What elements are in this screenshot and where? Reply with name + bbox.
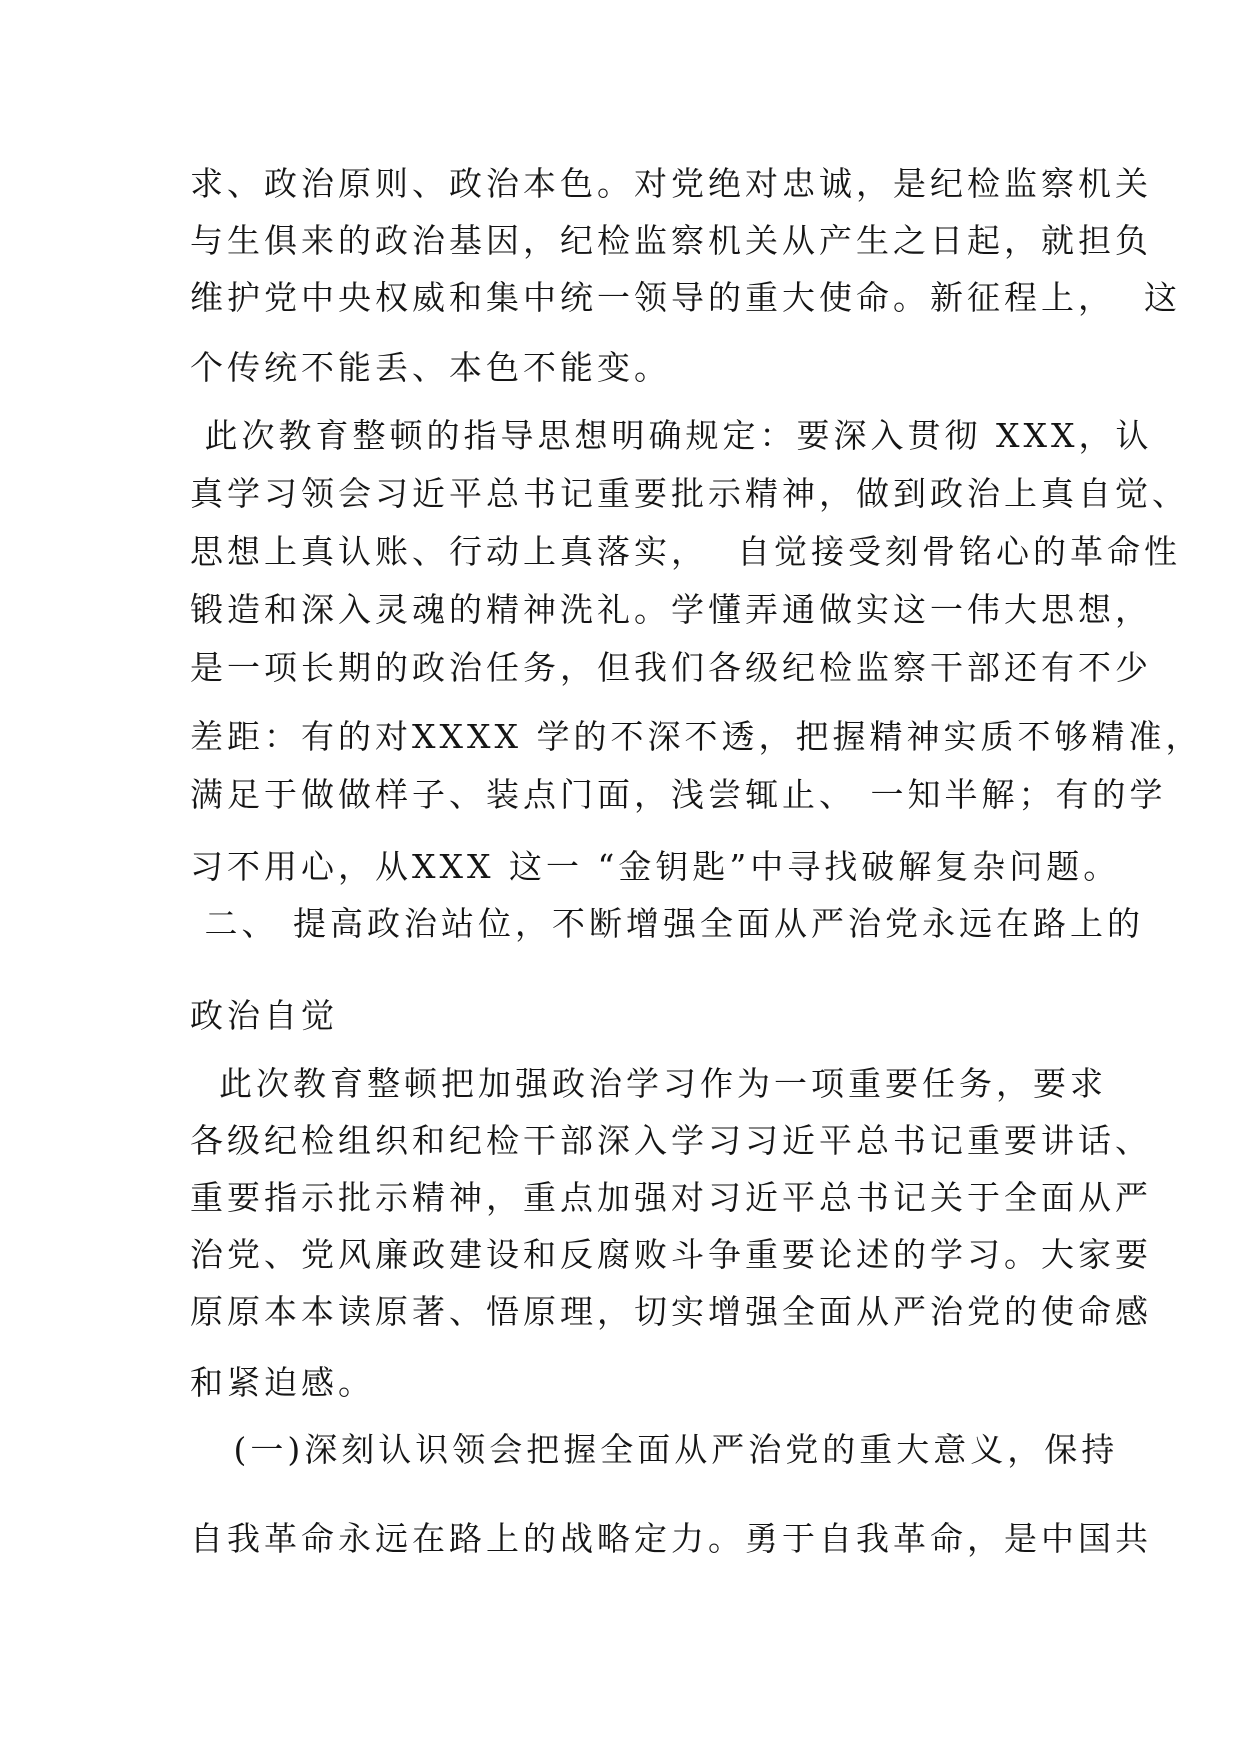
text-line: 求、政治原则、政治本色。对党绝对忠诚，是纪检监察机关 (190, 164, 1152, 203)
text-line: 原原本本读原著、悟原理，切实增强全面从严治党的使命感 (190, 1292, 1152, 1331)
text-line: 满足于做做样子、装点门面，浅尝辄止、 一知半解；有的学 (190, 775, 1167, 814)
text-line: 锻造和深入灵魂的精神洗礼。学懂弄通做实这一伟大思想， (190, 590, 1152, 629)
text-line: 个传统不能丢、本色不能变。 (190, 348, 671, 387)
text-line: 差距：有的对XXXX 学的不深不透，把握精神实质不够精准， (190, 717, 1203, 756)
text-line: 真学习领会习近平总书记重要批示精神，做到政治上真自觉、 (190, 474, 1189, 513)
text-line: 自我革命永远在路上的战略定力。勇于自我革命，是中国共 (190, 1519, 1152, 1558)
text-line: 思想上真认账、行动上真落实， 自觉接受刻骨铭心的革命性 (190, 532, 1181, 571)
text-line: 此次教育整顿的指导思想明确规定：要深入贯彻 XXX，认 (190, 416, 1153, 455)
text-line: 此次教育整顿把加强政治学习作为一项重要任务，要求 (190, 1064, 1107, 1103)
text-line: 是一项长期的政治任务，但我们各级纪检监察干部还有不少 (190, 648, 1152, 687)
text-line: 与生俱来的政治基因，纪检监察机关从产生之日起，就担负 (190, 221, 1152, 260)
section-heading: 政治自觉 (190, 996, 338, 1035)
text-line: 重要指示批示精神，重点加强对习近平总书记关于全面从严 (190, 1178, 1152, 1217)
text-line: 习不用心，从XXX 这一 “金钥匙”中寻找破解复杂问题。 (190, 847, 1121, 886)
text-line: 和紧迫感。 (190, 1363, 375, 1402)
section-heading: 二、 提高政治站位，不断增强全面从严治党永远在路上的 (190, 904, 1144, 943)
text-line: 维护党中央权威和集中统一领导的重大使命。新征程上， 这 (190, 278, 1181, 317)
subsection-heading: (一)深刻认识领会把握全面从严治党的重大意义，保持 (190, 1430, 1119, 1469)
text-line: 治党、党风廉政建设和反腐败斗争重要论述的学习。大家要 (190, 1235, 1152, 1274)
text-line: 各级纪检组织和纪检干部深入学习习近平总书记重要讲话、 (190, 1121, 1152, 1160)
